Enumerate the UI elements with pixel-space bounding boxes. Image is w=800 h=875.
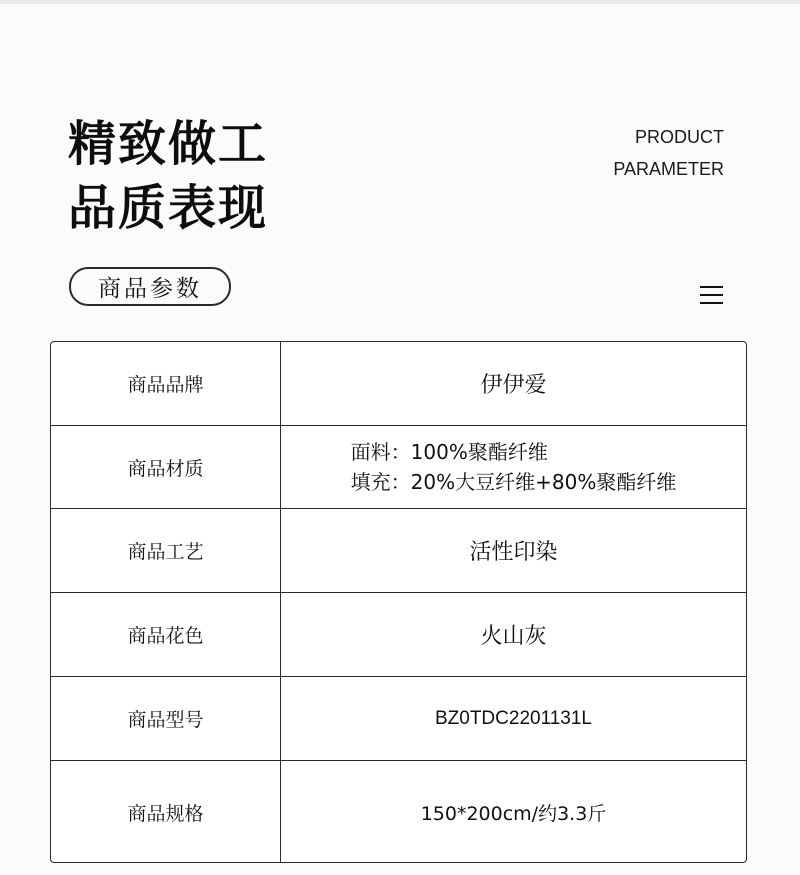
table-cell-value: 伊伊爱 [480, 373, 547, 398]
table-row-size [51, 761, 746, 863]
table-cell-label: 商品品牌 [51, 342, 281, 425]
material-filling-line: 填充：20%大豆纤维+80%聚酯纤维 [350, 470, 677, 494]
subtitle-line-2: PARAMETER [613, 159, 724, 179]
table-row-brand [51, 342, 746, 426]
table-cell-label: 商品规格 [51, 761, 281, 863]
section-pill-label: 商品参数 [69, 267, 231, 306]
table-cell-value: 150*200cm/约3.3斤 [420, 803, 607, 825]
headline-line-1: 精致做工 [68, 116, 269, 172]
table-cell-value [281, 426, 746, 508]
headline-line-2: 品质表现 [68, 180, 269, 236]
page-headline [68, 112, 268, 240]
table-cell-value: 火山灰 [480, 624, 547, 649]
subtitle-line-1: PRODUCT [635, 127, 724, 147]
product-parameter-table [50, 341, 747, 863]
table-cell-value: 活性印染 [469, 540, 558, 565]
material-fabric-line: 面料：100%聚酯纤维 [350, 440, 548, 464]
table-cell-value: BZ0TDC2201131L [434, 707, 593, 729]
hamburger-menu-icon[interactable] [700, 286, 723, 305]
table-cell-label: 商品花色 [51, 593, 281, 676]
table-cell-label: 商品型号 [51, 677, 281, 760]
table-cell-label: 商品材质 [51, 426, 281, 508]
table-cell-label: 商品工艺 [51, 509, 281, 592]
top-divider-strip [0, 0, 800, 4]
table-row-material [51, 426, 746, 509]
table-row-craft [51, 509, 746, 593]
table-row-model [51, 677, 746, 761]
table-row-color [51, 593, 746, 677]
product-parameter-subtitle [613, 121, 724, 185]
